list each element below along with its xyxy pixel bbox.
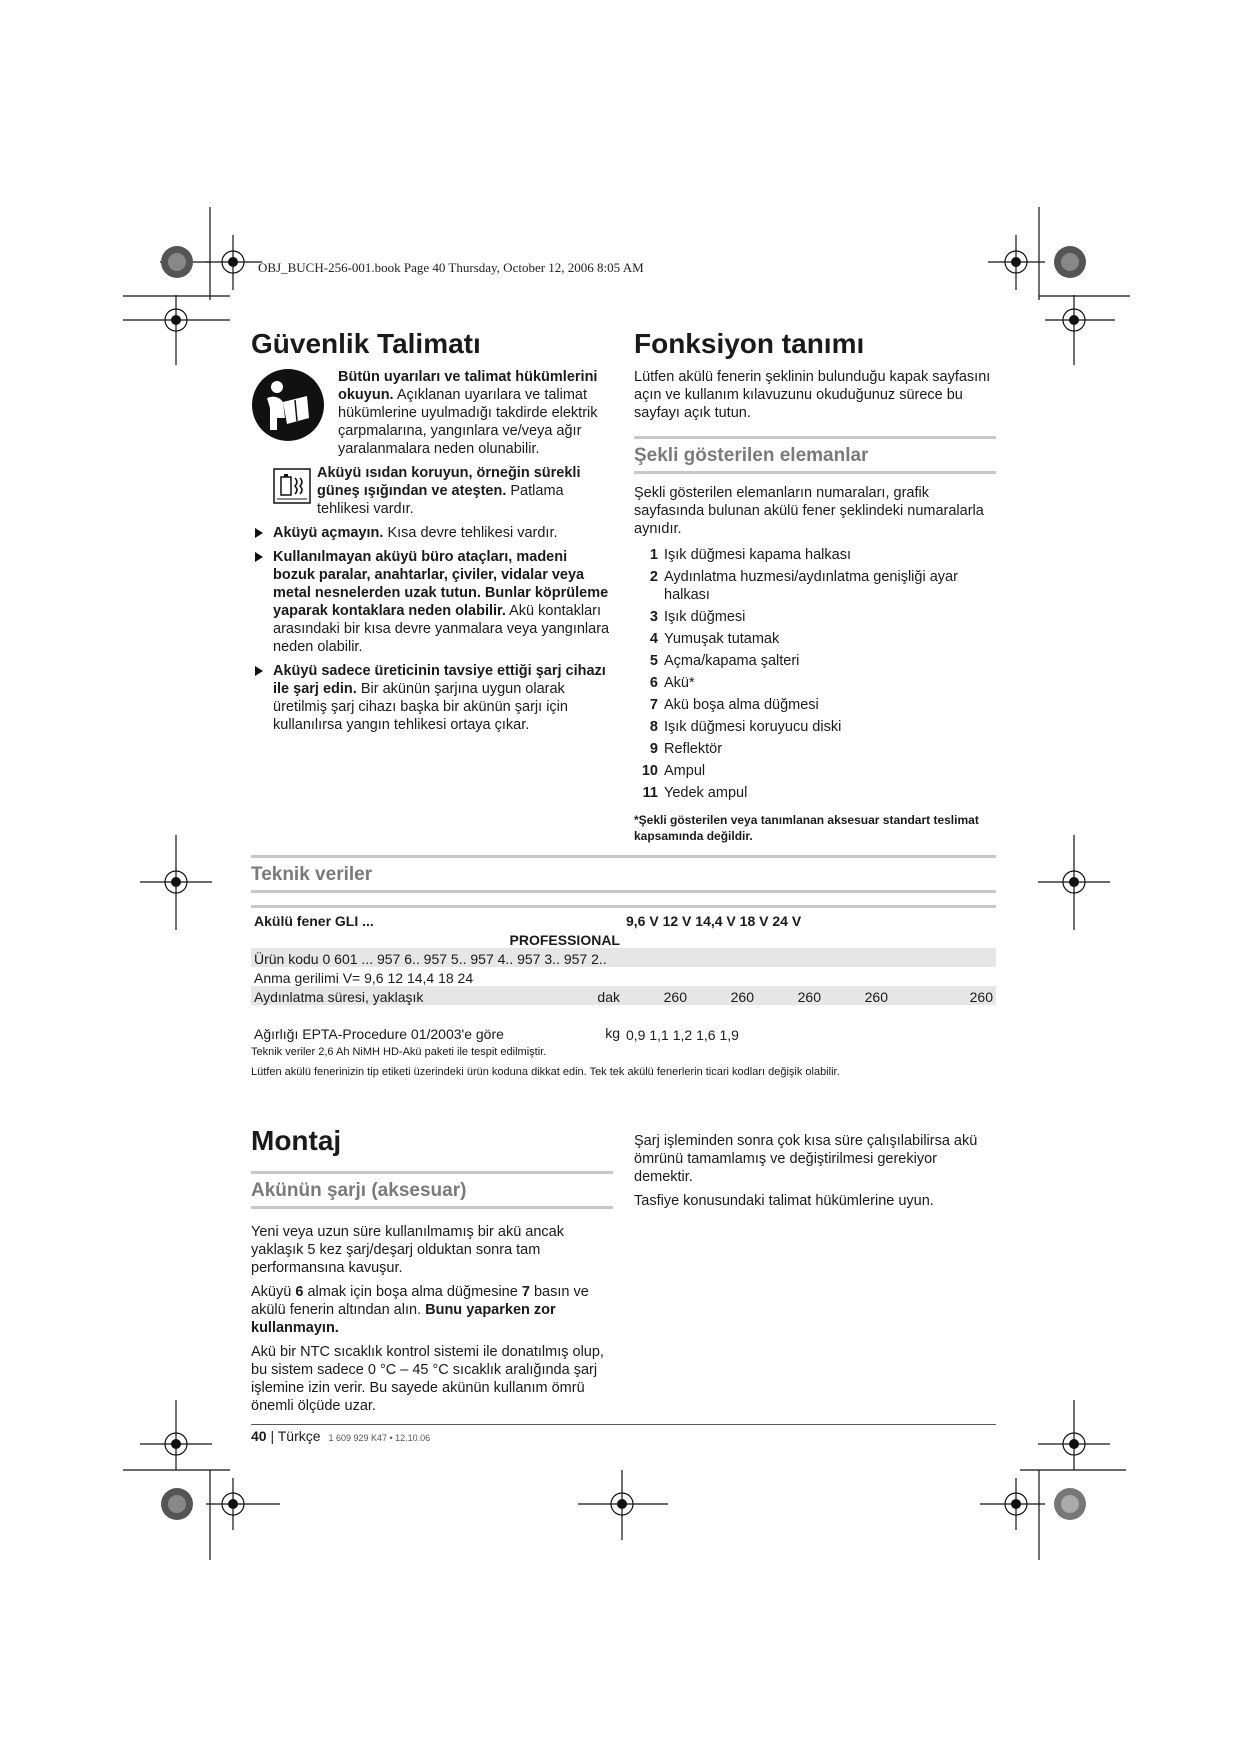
- bullet-1: Aküyü açmayın. Kısa devre tehlikesi vardır.: [251, 524, 611, 542]
- list-item-label: Akü*: [664, 675, 695, 691]
- tech-section: [251, 855, 996, 1079]
- page-footer: 40 | Türkçe 1 609 929 K47 • 12.10.06: [251, 1424, 996, 1444]
- charging-p4: Şarj işleminden sonra çok kısa süre çalışılabilirsa akü ömrünü tamamlamış ve değiştirilmesi gerekiyor demektir.: [634, 1133, 978, 1185]
- battery-heat-icon: [273, 468, 311, 504]
- elements-intro: Şekli gösterilen elemanların numaraları, grafik sayfasında bulunan akülü fener şeklindeki numaralarla aynıdır.: [634, 485, 984, 537]
- tech-title: Teknik veriler: [251, 855, 996, 893]
- montaj-section: [251, 1125, 613, 1421]
- safety-section: [251, 328, 611, 740]
- list-item-label: Reflektör: [664, 741, 723, 757]
- list-item: [634, 784, 996, 802]
- footer-code: 1 609 929 K47 • 12.10.06: [328, 1433, 431, 1443]
- file-header: OBJ_BUCH-256-001.book Page 40 Thursday, October 12, 2006 8:05 AM: [258, 260, 644, 275]
- page-number: 40: [251, 1428, 267, 1444]
- list-item-number: 9: [649, 741, 658, 757]
- safety-intro: Bütün uyarıları ve talimat hükümlerini okuyun. Açıklanan uyarılara ve talimat hükümlerine uyulmadığı takdirde elektrik çarpmalarına, yangınlara ve/veya ağır yaralanmalara neden olunabilir.: [338, 369, 598, 457]
- charging-p2: Aküyü 6 almak için boşa alma düğmesine 7 basın ve akülü fenerin altından alın. Bunu yaparken zor kullanmayın.: [251, 1284, 589, 1336]
- heat-warning: Aküyü ısıdan koruyun, örneğin sürekli güneş ışığından ve ateşten. Patlama tehlikesi vardır.: [317, 465, 581, 517]
- bullet-2: Kullanılmayan aküyü büro ataçları, madeni bozuk paralar, anahtarlar, çiviler, vidalar veya metal nesnelerden uzak tutun. Bunlar köprüleme yaparak kontaklara neden olabilir. Akü kontakları arasındaki bir kısa devre yanmalara veya yangınlara neden olabilir.: [251, 548, 611, 656]
- list-item-label: Yumuşak tutamak: [664, 631, 780, 647]
- table-row-voltage: Anma gerilimi V= 9,6 12 14,4 18 24: [254, 970, 474, 986]
- list-item-number: 6: [649, 675, 658, 691]
- list-item-label: Işık düğmesi kapama halkası: [664, 547, 851, 563]
- elements-list: [634, 546, 996, 802]
- table-row-code: Ürün kodu 0 601 ... 957 6.. 957 5.. 957 4.. 957 3.. 957 2..: [251, 948, 996, 967]
- list-item-label: Yedek ampul: [664, 785, 748, 801]
- table-row-weight: Ağırlığı EPTA-Procedure 01/2003'e göre kg 0,9 1,1 1,2 1,6 1,9: [254, 1025, 739, 1043]
- tech-note-1: Teknik veriler 2,6 Ah NiMH HD-Akü paketi ile tespit edilmiştir.: [251, 1046, 547, 1058]
- charging-subtitle: Akünün şarjı (aksesuar): [251, 1171, 613, 1209]
- list-item-number: 2: [649, 569, 658, 585]
- list-item-number: 10: [641, 763, 658, 779]
- bullet-arrow-icon: [255, 666, 263, 676]
- list-item: [634, 762, 996, 780]
- list-item: [634, 630, 996, 648]
- charging-p5: Tasfiye konusundaki talimat hükümlerine uyun.: [634, 1193, 934, 1209]
- list-item: [634, 696, 996, 714]
- list-item-number: 1: [649, 547, 658, 563]
- list-item-label: Akü boşa alma düğmesi: [664, 697, 819, 713]
- list-item-number: 3: [649, 609, 658, 625]
- table-row-professional: PROFESSIONAL: [509, 932, 620, 948]
- list-item-number: 4: [649, 631, 658, 647]
- read-manual-icon: [251, 368, 325, 442]
- list-item-number: 11: [642, 785, 658, 801]
- footer-language: Türkçe: [277, 1428, 321, 1444]
- list-item: [634, 718, 996, 736]
- safety-title: Güvenlik Talimatı: [251, 328, 481, 359]
- function-title: Fonksiyon tanımı: [634, 328, 865, 359]
- bullet-arrow-icon: [255, 528, 263, 538]
- list-item-label: Açma/kapama şalteri: [664, 653, 800, 669]
- list-item-label: Işık düğmesi koruyucu diski: [664, 719, 842, 735]
- list-item: [634, 546, 996, 564]
- bullet-3: Aküyü sadece üreticinin tavsiye ettiği şarj cihazı ile şarj edin. Bir akünün şarjına uygun olarak üretilmiş şarj cihazı başka bir akünün şarjı için kullanılırsa yangın tehlikesi ortaya çıkar.: [251, 662, 611, 734]
- list-item-number: 7: [649, 697, 658, 713]
- list-item: [634, 608, 996, 626]
- list-item-label: Işık düğmesi: [664, 609, 746, 625]
- montaj-right: [634, 1132, 996, 1216]
- list-item-number: 8: [649, 719, 658, 735]
- list-item-label: Aydınlatma huzmesi/aydınlatma genişliği ayar halkası: [664, 569, 958, 603]
- tech-table: [251, 910, 996, 1043]
- table-row-product: Akülü fener GLI ... 9,6 V 12 V 14,4 V 18 V 24 V: [251, 910, 996, 929]
- list-item: [634, 674, 996, 692]
- list-item: [634, 652, 996, 670]
- bullet-arrow-icon: [255, 552, 263, 562]
- function-section: [634, 328, 996, 844]
- charging-p1: Yeni veya uzun süre kullanılmamış bir akü ancak yaklaşık 5 kez şarj/deşarj olduktan sonra tam performansına kavuşur.: [251, 1224, 564, 1276]
- list-item-number: 5: [649, 653, 658, 669]
- montaj-title: Montaj: [251, 1125, 342, 1156]
- charging-p3: Akü bir NTC sıcaklık kontrol sistemi ile donatılmış olup, bu sistem sadece 0 °C – 45 °C sıcaklık aralığında şarj işlemine izin verir. Bu sayede akünün kullanım ömrü önemli ölçüde uzar.: [251, 1344, 604, 1414]
- elements-subtitle: Şekli gösterilen elemanlar: [634, 436, 996, 474]
- elements-footnote: *Şekli gösterilen veya tanımlanan aksesuar standart teslimat kapsamında değildir.: [634, 813, 979, 843]
- list-item-label: Ampul: [664, 763, 706, 779]
- list-item: [634, 568, 996, 604]
- table-row-time: Aydınlatma süresi, yaklaşık dak 260 260 260 260 260: [251, 986, 996, 1005]
- function-intro: Lütfen akülü fenerin şeklinin bulunduğu kapak sayfasını açın ve kullanım kılavuzunu okuduğunuz sürece bu sayfayı açık tutun.: [634, 369, 991, 421]
- voltage-headers: 9,6 V 12 V 14,4 V 18 V 24 V: [626, 913, 802, 929]
- list-item: [634, 740, 996, 758]
- tech-note-2: Lütfen akülü fenerinizin tip etiketi üzerindeki ürün koduna dikkat edin. Tek tek akülü fenerlerin ticari kodları değişik olabilir.: [251, 1066, 840, 1078]
